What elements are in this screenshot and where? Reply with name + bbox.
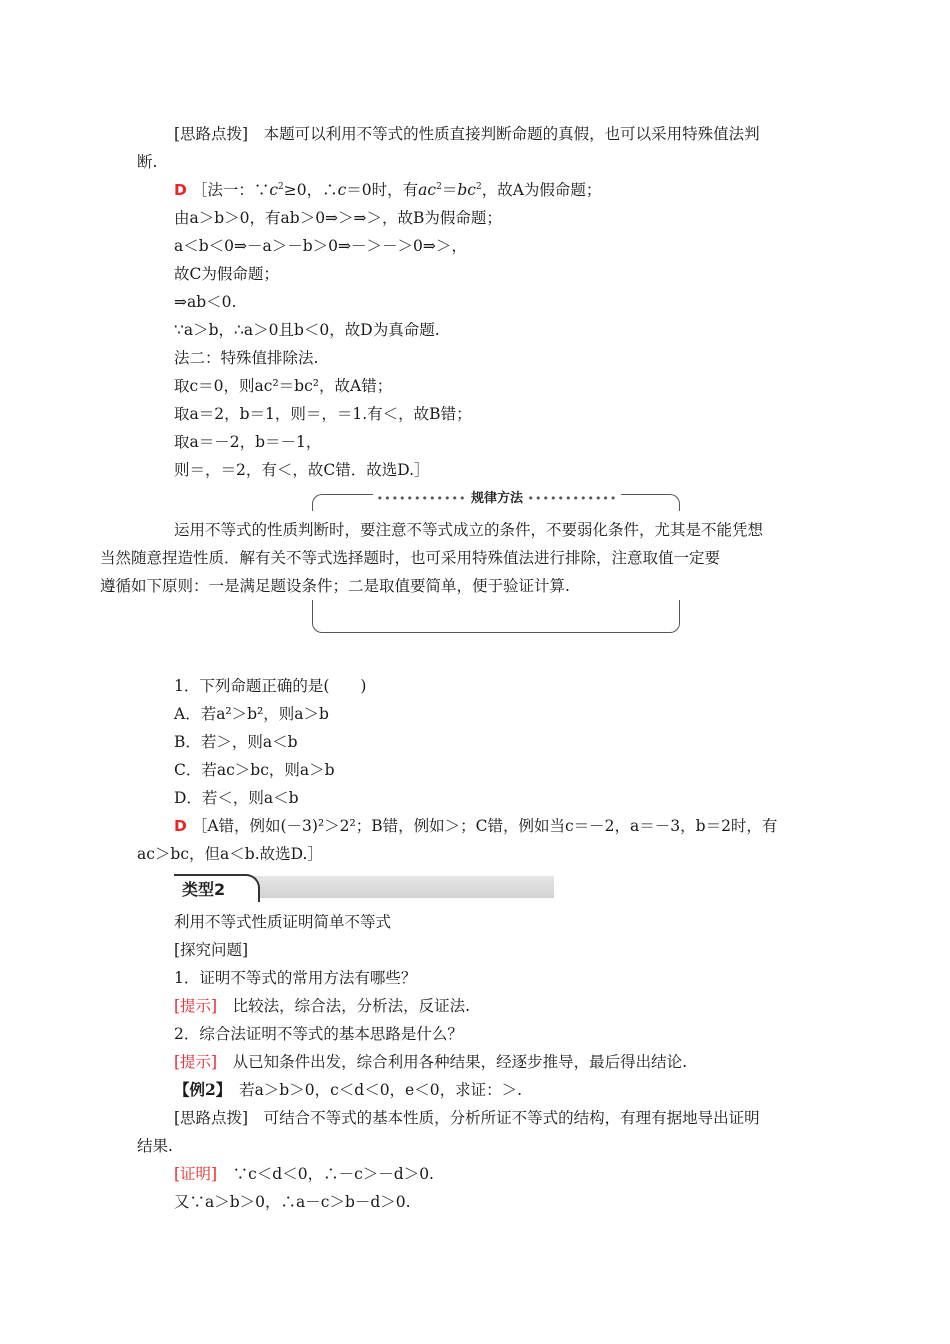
example-hint-line-1: [思路点拨] 可结合不等式的基本性质，分析所证不等式的结构，有理有据地导出证明 xyxy=(174,1109,760,1127)
explore-answer-1: [提示] 比较法，综合法，分析法，反证法. xyxy=(174,997,471,1015)
type2-banner-label: 类型2 xyxy=(182,880,226,899)
method-box-text: 运用不等式的性质判断时，要注意不等式成立的条件，不要弱化条件，尤其是不能凭想 当然随意捏造性质．解有关不等式选择题时，也可采用特殊值法进行排除，注意取值一定要 遵循如下原则：一是满足题设条件；二是取值要简单，便于验证计算. xyxy=(100,521,764,595)
hint-tag: [提示] xyxy=(174,997,218,1015)
solution-line-1: D ［法一：$\because c^2\ge 0$，∴c＝0时，有$ac^2=bc^2$，故A为假命题； xyxy=(174,181,602,199)
hint-tag: [提示] xyxy=(174,1053,218,1071)
method-box-title: •••••••••••• 规律方法 •••••••••••• xyxy=(312,487,682,506)
exercise-explain-2: ac＞bc，但a＜b.故选D.］ xyxy=(137,845,323,863)
solution-line-2: 由a＞b＞0，有ab＞0⇒＞⇒＞，故B为假命题； xyxy=(174,209,502,227)
example-2: 【例2】 若a＞b＞0，c＜d＜0，e＜0，求证：＞. xyxy=(174,1080,523,1099)
method-box-bottom-border xyxy=(312,600,680,633)
hint-line-1: [思路点拨] 本题可以利用不等式的性质直接判断命题的真假，也可以采用特殊值法判 xyxy=(174,125,760,143)
explore-question-2: 2．综合法证明不等式的基本思路是什么？ xyxy=(174,1025,463,1043)
example-hint-line-2: 结果. xyxy=(137,1137,173,1155)
proof-line-1: [证明] ∵c＜d＜0，∴－c＞－d＞0. xyxy=(174,1165,434,1183)
exercise-explain-1: D ［A错，例如(－3)²＞2²；B错，例如＞；C错，例如当c＝－2，a＝－3，b＝2时，有 xyxy=(174,817,778,835)
hint-line-2: 断. xyxy=(137,153,158,171)
solution-line-5: ⇒ab＜0. xyxy=(174,293,237,311)
solution-line-9: 取a＝2，b＝1，则＝，＝1.有＜，故B错； xyxy=(174,405,472,423)
solution-line-8: 取c＝0，则ac²＝bc²，故A错； xyxy=(174,377,393,395)
exercise-option-c: C．若ac＞bc，则a＞b xyxy=(174,761,335,779)
explore-heading: [探究问题] xyxy=(174,941,249,959)
solution-line-4: 故C为假命题； xyxy=(174,265,279,283)
solution-line-7: 法二：特殊值排除法. xyxy=(174,349,319,367)
exercise-question: 1．下列命题正确的是( ) xyxy=(174,677,367,695)
solution-line-10: 取a＝－2，b＝－1， xyxy=(174,433,322,451)
explore-question-1: 1．证明不等式的常用方法有哪些？ xyxy=(174,969,417,987)
explore-answer-2: [提示] 从已知条件出发，综合利用各种结果，经逐步推导，最后得出结论. xyxy=(174,1053,688,1071)
exercise-answer-letter: D xyxy=(174,817,187,835)
answer-letter: D xyxy=(174,181,187,199)
solution-line-11: 则＝，＝2，有＜，故C错．故选D.］ xyxy=(174,461,430,479)
exercise-option-d: D．若＜，则a＜b xyxy=(174,789,299,807)
proof-tag: [证明] xyxy=(174,1165,218,1183)
exercise-option-b: B．若＞，则a＜b xyxy=(174,733,298,751)
solution-line-6: ∵a＞b，∴a＞0且b＜0，故D为真命题. xyxy=(174,321,440,339)
example-tag: 【例2】 xyxy=(174,1080,224,1099)
exercise-option-a: A．若a²＞b²，则a＞b xyxy=(174,705,329,723)
proof-line-2: 又∵a＞b＞0，∴a－c＞b－d＞0. xyxy=(174,1193,411,1211)
solution-line-3: a＜b＜0⇒－a＞－b＞0⇒－＞－＞0⇒＞， xyxy=(174,237,467,255)
type2-title: 利用不等式性质证明简单不等式 xyxy=(174,913,392,931)
